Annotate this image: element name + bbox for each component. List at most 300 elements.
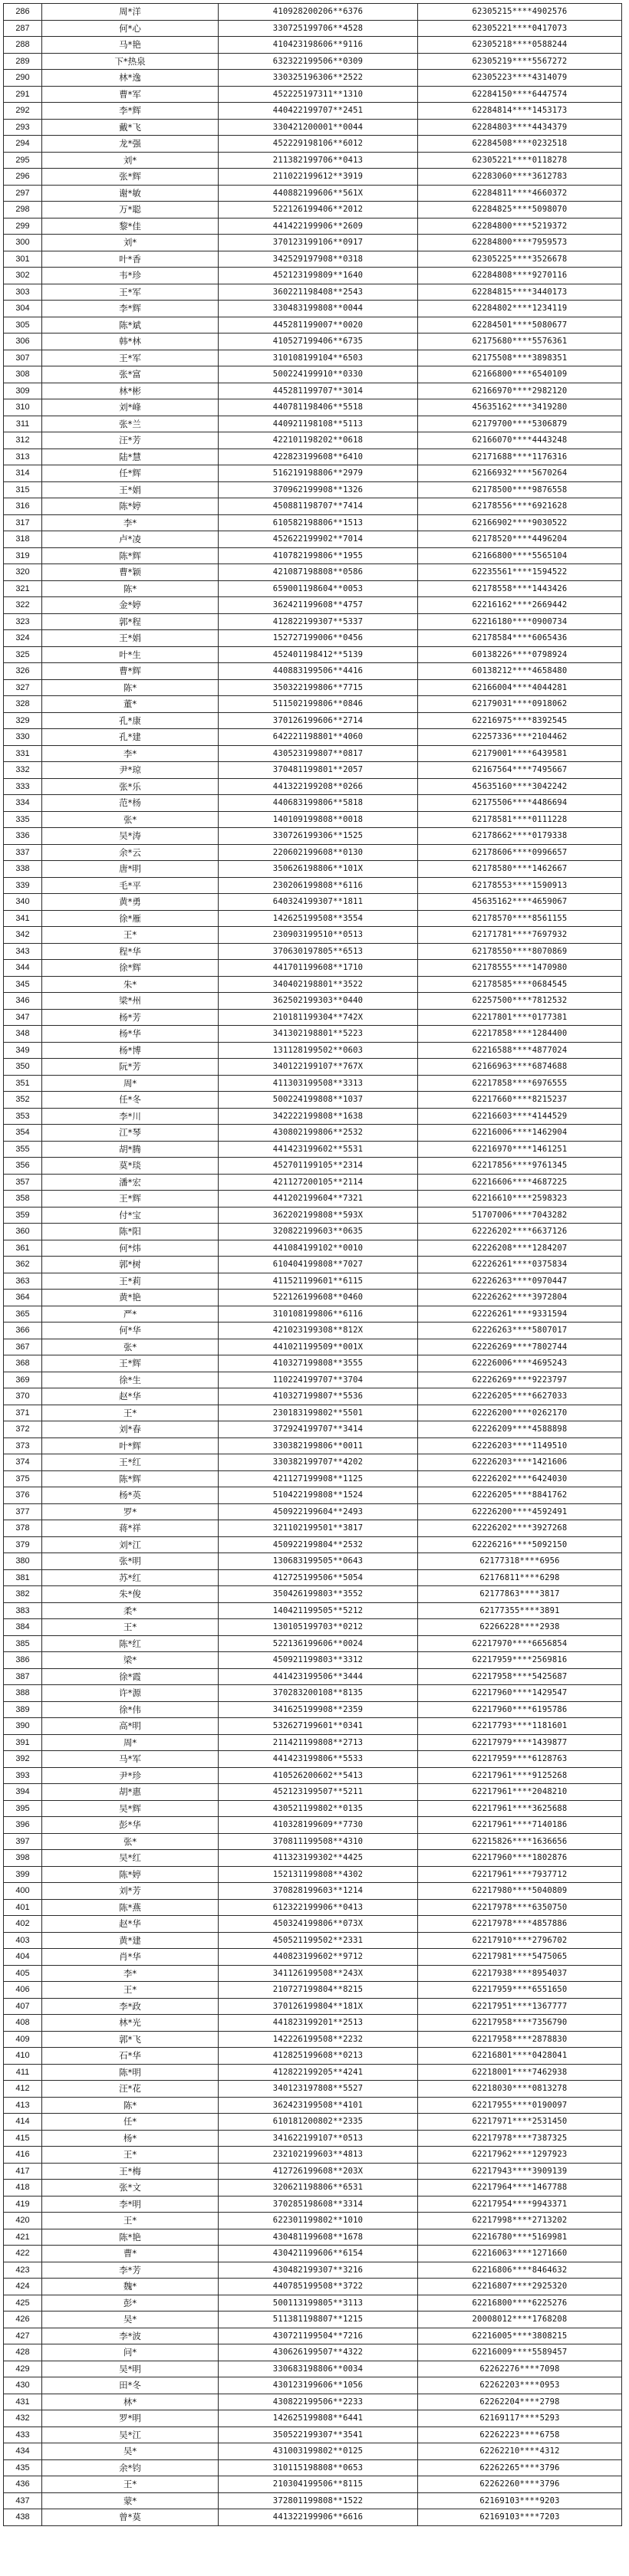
name-cell: 陆*慧: [42, 449, 219, 466]
row-number-cell: 346: [4, 993, 42, 1010]
table-row: [4, 630, 622, 647]
account-number-cell: 62169117****5293: [418, 2410, 622, 2427]
name-cell: 刘*: [42, 153, 219, 169]
id-number-cell: 500224199910**0330: [219, 366, 418, 383]
table-row: [4, 2114, 622, 2131]
name-cell: 阮*芳: [42, 1059, 219, 1076]
id-number-cell: 430521199802**0135: [219, 1801, 418, 1818]
id-number-cell: 410328199609**7730: [219, 1817, 418, 1834]
account-number-cell: 62178555****1470980: [418, 960, 622, 977]
table-row: [4, 2262, 622, 2279]
table-row: [4, 2460, 622, 2477]
name-cell: 陈*阳: [42, 1224, 219, 1240]
table-row: [4, 647, 622, 664]
table-row: [4, 1619, 622, 1636]
account-number-cell: 62226200****0262170: [418, 1405, 622, 1422]
account-number-cell: 62217943****3909139: [418, 2164, 622, 2180]
account-number-cell: 62216588****4877024: [418, 1043, 622, 1060]
name-cell: 任*冬: [42, 1092, 219, 1109]
id-number-cell: 511381198807**1215: [219, 2312, 418, 2328]
row-number-cell: 302: [4, 268, 42, 284]
id-number-cell: 430822199506**2233: [219, 2394, 418, 2411]
id-number-cell: 441322199906**6616: [219, 2509, 418, 2526]
row-number-cell: 362: [4, 1257, 42, 1273]
name-cell: 刘*峰: [42, 399, 219, 416]
account-number-cell: 45635162****3419280: [418, 399, 622, 416]
id-number-cell: 330421200001**0044: [219, 120, 418, 136]
name-cell: 陈*辉: [42, 548, 219, 565]
table-row: [4, 2361, 622, 2378]
table-row: [4, 1883, 622, 1900]
table-row: [4, 1224, 622, 1240]
id-number-cell: 341302198801**5223: [219, 1026, 418, 1043]
row-number-cell: 286: [4, 4, 42, 21]
account-number-cell: 62216005****3808215: [418, 2328, 622, 2345]
account-number-cell: 51707006****7043282: [418, 1208, 622, 1224]
name-cell: 林*逸: [42, 70, 219, 87]
row-number-cell: 341: [4, 911, 42, 928]
id-number-cell: 450922199604**2493: [219, 1504, 418, 1521]
id-number-cell: 210304199506**8115: [219, 2476, 418, 2493]
account-number-cell: 62305223****4314079: [418, 70, 622, 87]
row-number-cell: 303: [4, 284, 42, 301]
row-number-cell: 324: [4, 630, 42, 647]
row-number-cell: 339: [4, 878, 42, 895]
id-number-cell: 230206199808**6116: [219, 878, 418, 895]
id-number-cell: 320621198806**6531: [219, 2180, 418, 2196]
id-number-cell: 330726199306**1525: [219, 828, 418, 845]
row-number-cell: 398: [4, 1850, 42, 1867]
table-row: [4, 1850, 622, 1867]
account-number-cell: 62166902****9030522: [418, 515, 622, 532]
name-cell: 蒙*: [42, 2493, 219, 2510]
name-cell: 陈*明: [42, 2065, 219, 2082]
row-number-cell: 392: [4, 1751, 42, 1768]
row-number-cell: 406: [4, 1982, 42, 1999]
name-cell: 田*冬: [42, 2377, 219, 2394]
table-row: [4, 845, 622, 862]
id-number-cell: 210181199304**742X: [219, 1010, 418, 1027]
name-cell: 张*: [42, 812, 219, 829]
id-number-cell: 450324199806**073X: [219, 1916, 418, 1933]
row-number-cell: 365: [4, 1306, 42, 1323]
row-number-cell: 319: [4, 548, 42, 565]
account-number-cell: 62179700****5306879: [418, 416, 622, 433]
account-number-cell: 62217971****2531450: [418, 2114, 622, 2131]
name-cell: 陈*婷: [42, 498, 219, 515]
account-number-cell: 62178662****0179338: [418, 828, 622, 845]
table-row: [4, 1010, 622, 1027]
account-number-cell: 62217959****6128763: [418, 1751, 622, 1768]
account-number-cell: 62217979****1439877: [418, 1735, 622, 1752]
table-row: [4, 2443, 622, 2460]
name-cell: 叶*辉: [42, 1438, 219, 1455]
row-number-cell: 344: [4, 960, 42, 977]
id-number-cell: 110224199707**3704: [219, 1372, 418, 1389]
row-number-cell: 323: [4, 614, 42, 631]
id-number-cell: 421023199308**812X: [219, 1322, 418, 1339]
table-row: [4, 103, 622, 120]
id-number-cell: 131128199502**0603: [219, 1043, 418, 1060]
id-number-cell: 452229198106**6012: [219, 136, 418, 153]
row-number-cell: 396: [4, 1817, 42, 1834]
row-number-cell: 337: [4, 845, 42, 862]
account-number-cell: 60138226****0798924: [418, 647, 622, 664]
row-number-cell: 297: [4, 186, 42, 202]
table-row: [4, 1933, 622, 1950]
name-cell: 杨*英: [42, 1487, 219, 1504]
id-number-cell: 320822199603**0635: [219, 1224, 418, 1240]
id-number-cell: 640324199307**1811: [219, 894, 418, 911]
id-number-cell: 142226199508**2232: [219, 2032, 418, 2049]
account-number-cell: 62216807****2925320: [418, 2279, 622, 2295]
account-number-cell: 62226205****6627033: [418, 1388, 622, 1405]
id-number-cell: 350426199803**3552: [219, 1586, 418, 1603]
account-number-cell: 62226262****3972804: [418, 1290, 622, 1306]
name-cell: 卢*凌: [42, 531, 219, 548]
row-number-cell: 325: [4, 647, 42, 664]
table-row: [4, 2065, 622, 2082]
id-number-cell: 450921199803**3312: [219, 1652, 418, 1669]
name-cell: 李*政: [42, 1999, 219, 2016]
account-number-cell: 62217954****9943371: [418, 2196, 622, 2213]
row-number-cell: 381: [4, 1570, 42, 1587]
account-number-cell: 62262276****7098: [418, 2361, 622, 2378]
id-number-cell: 342222199808**1638: [219, 1109, 418, 1125]
account-number-cell: 62217856****9761345: [418, 1158, 622, 1175]
id-number-cell: 510422199808**1524: [219, 1487, 418, 1504]
id-number-cell: 410526200602**5413: [219, 1768, 418, 1785]
table-row: [4, 2427, 622, 2444]
row-number-cell: 436: [4, 2476, 42, 2493]
row-number-cell: 416: [4, 2147, 42, 2164]
name-cell: 问*: [42, 2344, 219, 2361]
id-number-cell: 411323199302**4425: [219, 1850, 418, 1867]
name-cell: 王*: [42, 2147, 219, 2164]
account-number-cell: 62226202****3927268: [418, 1520, 622, 1537]
account-number-cell: 62217980****5040809: [418, 1883, 622, 1900]
table-row: [4, 2098, 622, 2114]
id-number-cell: 370285198608**3314: [219, 2196, 418, 2213]
table-row: [4, 1817, 622, 1834]
table-row: [4, 2312, 622, 2328]
table-row: [4, 1669, 622, 1686]
table-row: [4, 960, 622, 977]
table-row: [4, 432, 622, 449]
name-cell: 曹*: [42, 2246, 219, 2262]
row-number-cell: 294: [4, 136, 42, 153]
name-cell: 孔*建: [42, 729, 219, 746]
account-number-cell: 62262203****0953: [418, 2377, 622, 2394]
table-row: [4, 465, 622, 482]
account-number-cell: 62217938****8954037: [418, 1966, 622, 1983]
name-cell: 张*富: [42, 366, 219, 383]
row-number-cell: 399: [4, 1867, 42, 1884]
table-row: [4, 1026, 622, 1043]
account-number-cell: 62179001****6439581: [418, 746, 622, 763]
name-cell: 严*: [42, 1306, 219, 1323]
table-row: [4, 54, 622, 71]
table-row: [4, 663, 622, 680]
account-number-cell: 62178520****4496204: [418, 531, 622, 548]
table-row: [4, 235, 622, 251]
id-number-cell: 372924199707**3414: [219, 1421, 418, 1438]
id-number-cell: 342529197908**0318: [219, 251, 418, 268]
id-number-cell: 362423199508**4101: [219, 2098, 418, 2114]
row-number-cell: 403: [4, 1933, 42, 1950]
id-number-cell: 450922199804**2532: [219, 1537, 418, 1554]
name-cell: 梁*州: [42, 993, 219, 1010]
account-number-cell: 62262223****6758: [418, 2427, 622, 2444]
table-row: [4, 1504, 622, 1521]
table-row: [4, 2048, 622, 2065]
id-number-cell: 412725199506**5054: [219, 1570, 418, 1587]
table-row: [4, 1059, 622, 1076]
row-number-cell: 298: [4, 202, 42, 219]
id-number-cell: 370828199603**1214: [219, 1883, 418, 1900]
table-row: [4, 416, 622, 433]
id-number-cell: 440683199806**5818: [219, 795, 418, 812]
row-number-cell: 293: [4, 120, 42, 136]
name-cell: 吴*: [42, 2312, 219, 2328]
row-number-cell: 404: [4, 1949, 42, 1966]
account-number-cell: 62226202****6424030: [418, 1471, 622, 1488]
name-cell: 高*明: [42, 1718, 219, 1735]
id-number-cell: 450521199502**2331: [219, 1933, 418, 1950]
id-number-cell: 350626198806**101X: [219, 861, 418, 878]
name-cell: 尹*珍: [42, 1768, 219, 1785]
table-row: [4, 2147, 622, 2164]
row-number-cell: 308: [4, 366, 42, 383]
name-cell: 朱*: [42, 977, 219, 994]
table-row: [4, 1109, 622, 1125]
name-cell: 金*婷: [42, 597, 219, 614]
table-row: [4, 680, 622, 697]
id-number-cell: 321102199501**3817: [219, 1520, 418, 1537]
name-cell: 王*红: [42, 1454, 219, 1471]
name-cell: 黄*建: [42, 1933, 219, 1950]
id-number-cell: 310108199806**6116: [219, 1306, 418, 1323]
id-number-cell: 440883199506**4416: [219, 663, 418, 680]
table-row: [4, 1966, 622, 1983]
account-number-cell: 62166932****5670264: [418, 465, 622, 482]
row-number-cell: 417: [4, 2164, 42, 2180]
account-number-cell: 62217958****2878830: [418, 2032, 622, 2049]
id-number-cell: 310108199104**6503: [219, 350, 418, 367]
name-cell: 李*辉: [42, 301, 219, 317]
table-row: [4, 1306, 622, 1323]
table-row: [4, 1454, 622, 1471]
table-row: [4, 993, 622, 1010]
table-row: [4, 1043, 622, 1060]
id-number-cell: 372801199808**1522: [219, 2493, 418, 2510]
row-number-cell: 402: [4, 1916, 42, 1933]
id-number-cell: 430721199504**7216: [219, 2328, 418, 2345]
account-number-cell: 62171688****1176316: [418, 449, 622, 466]
account-number-cell: 62177863****3817: [418, 1586, 622, 1603]
row-number-cell: 314: [4, 465, 42, 482]
name-cell: 郭*飞: [42, 2032, 219, 2049]
row-number-cell: 389: [4, 1702, 42, 1719]
row-number-cell: 318: [4, 531, 42, 548]
table-row: [4, 1076, 622, 1092]
table-row: [4, 37, 622, 54]
id-number-cell: 330483199808**0044: [219, 301, 418, 317]
row-number-cell: 357: [4, 1175, 42, 1191]
id-number-cell: 341625199908**2359: [219, 1702, 418, 1719]
table-row: [4, 1801, 622, 1818]
account-number-cell: 62169103****7203: [418, 2509, 622, 2526]
id-number-cell: 441701199608**1710: [219, 960, 418, 977]
name-cell: 刘*芳: [42, 1883, 219, 1900]
row-number-cell: 421: [4, 2229, 42, 2246]
account-number-cell: 62217960****6195786: [418, 1702, 622, 1719]
account-number-cell: 62177355****3891: [418, 1603, 622, 1620]
row-number-cell: 354: [4, 1125, 42, 1142]
id-number-cell: 330382199707**4202: [219, 1454, 418, 1471]
id-number-cell: 330382199806**0011: [219, 1438, 418, 1455]
id-number-cell: 142625199808**6441: [219, 2410, 418, 2427]
account-number-cell: 62178581****0111228: [418, 812, 622, 829]
account-number-cell: 62218030****0813278: [418, 2081, 622, 2098]
table-row: [4, 317, 622, 334]
id-number-cell: 441021199509**001X: [219, 1339, 418, 1356]
table-row: [4, 2229, 622, 2246]
row-number-cell: 367: [4, 1339, 42, 1356]
name-cell: 吴*红: [42, 1850, 219, 1867]
id-number-cell: 330683198806**0034: [219, 2361, 418, 2378]
row-number-cell: 430: [4, 2377, 42, 2394]
row-number-cell: 301: [4, 251, 42, 268]
name-cell: 陈*婷: [42, 1867, 219, 1884]
row-number-cell: 378: [4, 1520, 42, 1537]
account-number-cell: 62216009****5589457: [418, 2344, 622, 2361]
name-cell: 李*: [42, 1966, 219, 1983]
name-cell: 彭*: [42, 2295, 219, 2312]
row-number-cell: 400: [4, 1883, 42, 1900]
table-row: [4, 1142, 622, 1158]
row-number-cell: 382: [4, 1586, 42, 1603]
id-number-cell: 341126199508**243X: [219, 1966, 418, 1983]
table-row: [4, 564, 622, 581]
id-number-cell: 610582198806**1513: [219, 515, 418, 532]
id-number-cell: 430523199807**0817: [219, 746, 418, 763]
account-number-cell: 62305219****5567272: [418, 54, 622, 71]
row-number-cell: 329: [4, 713, 42, 730]
account-number-cell: 62171781****7697932: [418, 927, 622, 944]
table-row: [4, 2081, 622, 2098]
table-row: [4, 2279, 622, 2295]
id-number-cell: 516219198806**2979: [219, 465, 418, 482]
table-row: [4, 482, 622, 499]
id-number-cell: 370962199908**1326: [219, 482, 418, 499]
name-cell: 徐*辉: [42, 960, 219, 977]
account-number-cell: 45635160****3042242: [418, 779, 622, 796]
row-number-cell: 307: [4, 350, 42, 367]
row-number-cell: 408: [4, 2015, 42, 2032]
id-number-cell: 230903199510**0513: [219, 927, 418, 944]
name-cell: 王*军: [42, 350, 219, 367]
name-cell: 赵*华: [42, 1916, 219, 1933]
row-number-cell: 419: [4, 2196, 42, 2213]
table-row: [4, 2476, 622, 2493]
name-cell: 罗*: [42, 1504, 219, 1521]
row-number-cell: 364: [4, 1290, 42, 1306]
name-cell: 程*华: [42, 944, 219, 961]
table-row: [4, 1636, 622, 1653]
id-number-cell: 370630197805**6513: [219, 944, 418, 961]
row-number-cell: 414: [4, 2114, 42, 2131]
row-number-cell: 418: [4, 2180, 42, 2196]
table-row: [4, 1586, 622, 1603]
account-number-cell: 62178558****1443426: [418, 581, 622, 598]
account-number-cell: 62217961****2048210: [418, 1784, 622, 1801]
account-number-cell: 62175506****4486694: [418, 795, 622, 812]
name-cell: 林*: [42, 2394, 219, 2411]
table-row: [4, 1735, 622, 1752]
table-row: [4, 1175, 622, 1191]
account-number-cell: 62217978****4857886: [418, 1916, 622, 1933]
row-number-cell: 407: [4, 1999, 42, 2016]
id-number-cell: 410782199806**1955: [219, 548, 418, 565]
id-number-cell: 441423199806**5533: [219, 1751, 418, 1768]
name-cell: 吴*辉: [42, 1801, 219, 1818]
account-number-cell: 62305225****3526678: [418, 251, 622, 268]
id-number-cell: 370126199606**2714: [219, 713, 418, 730]
id-number-cell: 532627199601**0341: [219, 1718, 418, 1735]
account-number-cell: 62216800****6225276: [418, 2295, 622, 2312]
row-number-cell: 358: [4, 1191, 42, 1208]
name-cell: 吴*: [42, 2443, 219, 2460]
id-number-cell: 340402198801**3522: [219, 977, 418, 994]
id-number-cell: 411303199508**3313: [219, 1076, 418, 1092]
id-number-cell: 441423199506**3444: [219, 1669, 418, 1686]
table-row: [4, 2180, 622, 2196]
account-number-cell: 62226261****0375834: [418, 1257, 622, 1273]
row-number-cell: 412: [4, 2081, 42, 2098]
table-row: [4, 828, 622, 845]
name-cell: 许*源: [42, 1685, 219, 1702]
id-number-cell: 500113199805**3113: [219, 2295, 418, 2312]
id-number-cell: 232102199603**4813: [219, 2147, 418, 2164]
table-row: [4, 1355, 622, 1372]
name-cell: 李*明: [42, 2196, 219, 2213]
account-number-cell: 62175680****5576361: [418, 334, 622, 350]
name-cell: 江*琴: [42, 1125, 219, 1142]
account-number-cell: 62217801****0177381: [418, 1010, 622, 1027]
name-cell: 唐*明: [42, 861, 219, 878]
table-row: [4, 120, 622, 136]
id-number-cell: 430481199608**1678: [219, 2229, 418, 2246]
id-number-cell: 412726199608**203X: [219, 2164, 418, 2180]
row-number-cell: 353: [4, 1109, 42, 1125]
account-number-cell: 62216162****2669442: [418, 597, 622, 614]
id-number-cell: 431003199802**0125: [219, 2443, 418, 2460]
name-cell: 梁*: [42, 1652, 219, 1669]
row-number-cell: 289: [4, 54, 42, 71]
table-row: [4, 350, 622, 367]
name-cell: 何*心: [42, 21, 219, 38]
account-number-cell: 62266228****2938: [418, 1619, 622, 1636]
table-row: [4, 2377, 622, 2394]
table-row: [4, 1916, 622, 1933]
table-row: [4, 696, 622, 713]
id-number-cell: 410327199808**3555: [219, 1355, 418, 1372]
id-number-cell: 441202199604**7321: [219, 1191, 418, 1208]
table-row: [4, 1718, 622, 1735]
account-number-cell: 62217660****8215237: [418, 1092, 622, 1109]
table-row: [4, 70, 622, 87]
